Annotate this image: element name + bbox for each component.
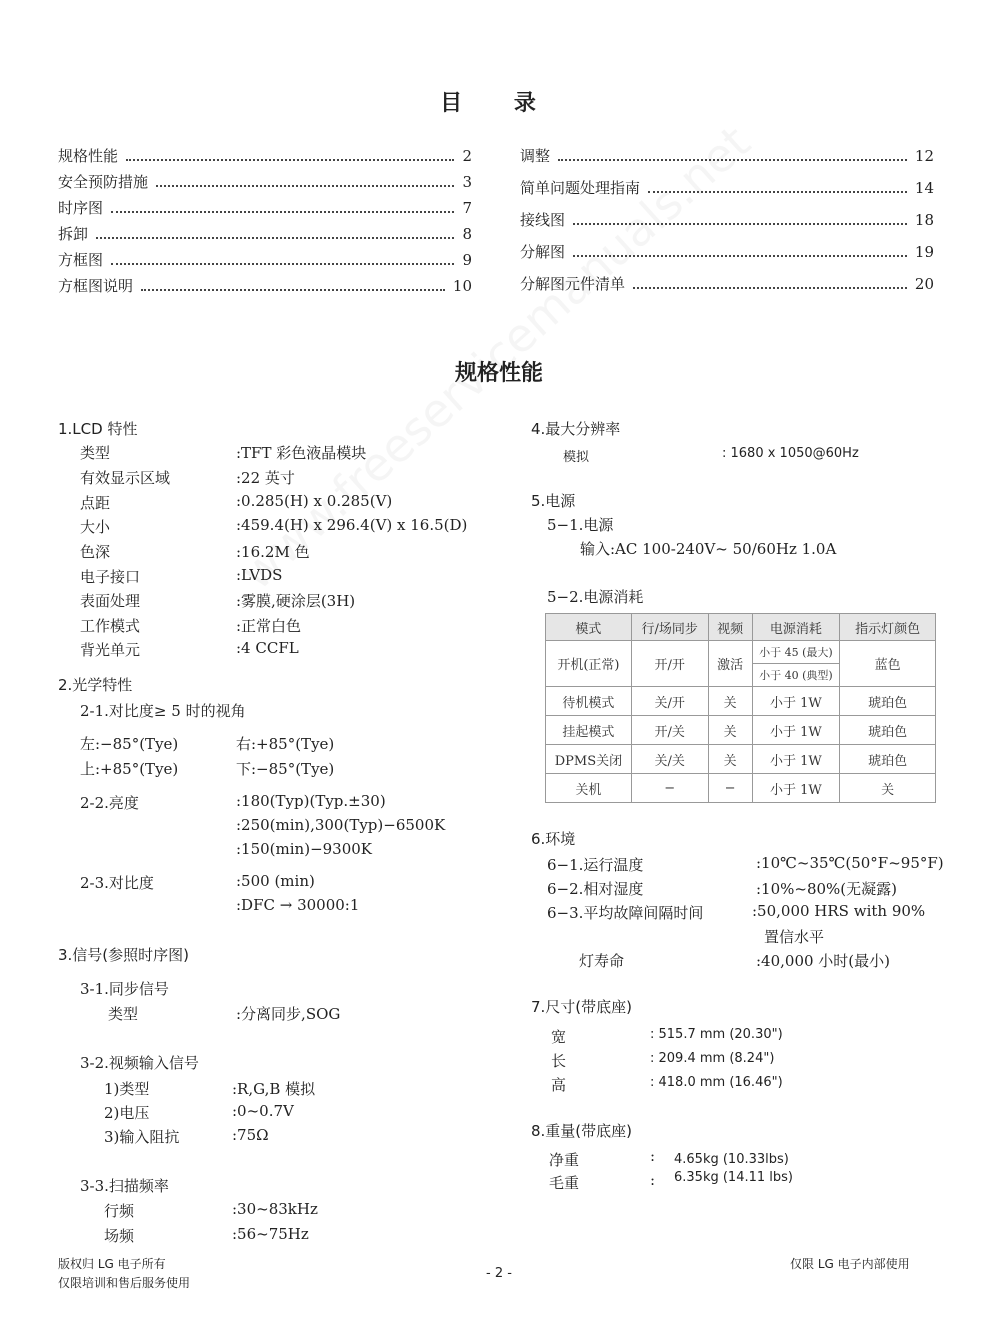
sub-heading: 3-3.扫描频率 bbox=[80, 1177, 169, 1195]
sub-heading: 3-2.视频输入信号 bbox=[80, 1054, 199, 1072]
toc-page: 14 bbox=[914, 179, 934, 197]
column-header: 行/场同步 bbox=[631, 614, 708, 641]
spec-key: 宽 bbox=[551, 1028, 567, 1046]
table-cell: 开/开 bbox=[631, 641, 708, 687]
toc-item[interactable] bbox=[58, 249, 472, 275]
spec-value: :16.2M 色 bbox=[236, 543, 310, 561]
spec-key: 2)电压 bbox=[104, 1104, 150, 1122]
spec-value: : 1680 x 1050@60Hz bbox=[722, 446, 859, 461]
resolution-heading: 4.最大分辨率 bbox=[531, 420, 621, 438]
lcd-heading: 1.LCD 特性 bbox=[58, 420, 138, 438]
spec-key: 工作模式 bbox=[80, 617, 141, 635]
column-header: 视频 bbox=[708, 614, 752, 641]
spec-value: :180(Typ)(Typ.±30) bbox=[236, 792, 386, 810]
toc-leader bbox=[96, 236, 454, 239]
spec-key: 1)类型 bbox=[104, 1080, 150, 1098]
toc-label: 接线图 bbox=[520, 211, 566, 229]
table-cell: 待机模式 bbox=[546, 687, 632, 716]
spec-value: :40,000 小时(最小) bbox=[756, 952, 891, 970]
column-header: 模式 bbox=[546, 614, 632, 641]
spec-value: :分离同步,SOG bbox=[236, 1005, 341, 1023]
toc-label: 拆卸 bbox=[58, 225, 89, 243]
table-cell: 小于 45 (最大) bbox=[752, 641, 840, 664]
table-cell: 开/关 bbox=[631, 716, 708, 745]
spec-value: :459.4(H) x 296.4(V) x 16.5(D) bbox=[236, 516, 468, 534]
table-cell: − bbox=[631, 774, 708, 803]
spec-key: 6−1.运行温度 bbox=[547, 856, 644, 874]
toc-leader bbox=[111, 262, 454, 265]
sub-heading: 5−1.电源 bbox=[547, 516, 614, 534]
table-row bbox=[546, 745, 936, 774]
toc-item[interactable] bbox=[58, 145, 472, 171]
table-cell: 琥珀色 bbox=[840, 716, 936, 745]
sub-heading: 2-3.对比度 bbox=[80, 874, 154, 892]
spec-value: : 418.0 mm (16.46") bbox=[650, 1075, 783, 1090]
footer-usage: 仅限培训和售后服务使用 bbox=[58, 1276, 191, 1290]
spec-value: :DFC → 30000:1 bbox=[236, 896, 360, 914]
spec-value: :500 (min) bbox=[236, 872, 315, 890]
table-header-row bbox=[546, 614, 936, 641]
table-cell: 关 bbox=[708, 687, 752, 716]
toc-label: 规格性能 bbox=[58, 147, 119, 165]
spec-value: :雾膜,硬涂层(3H) bbox=[236, 592, 356, 610]
spec-value: 右:+85°(Tye) bbox=[236, 735, 335, 753]
toc-label: 调整 bbox=[520, 147, 551, 165]
table-row bbox=[546, 687, 936, 716]
toc-leader bbox=[573, 254, 907, 257]
spec-key: 类型 bbox=[108, 1005, 139, 1023]
spec-value: :正常白色 bbox=[236, 617, 302, 635]
page-title: 目 录 bbox=[440, 91, 558, 116]
table-cell: 关 bbox=[840, 774, 936, 803]
toc-page: 9 bbox=[462, 251, 472, 269]
spec-key: 灯寿命 bbox=[579, 952, 625, 970]
page-number: - 2 - bbox=[486, 1266, 512, 1281]
toc-item[interactable] bbox=[520, 241, 934, 273]
table-cell: 蓝色 bbox=[840, 641, 936, 687]
toc-page: 7 bbox=[462, 199, 472, 217]
table-cell: 关 bbox=[708, 745, 752, 774]
toc-label: 方框图 bbox=[58, 251, 104, 269]
spec-key: 有效显示区域 bbox=[80, 469, 171, 487]
sub-heading: 2-2.亮度 bbox=[80, 794, 139, 812]
toc-leader bbox=[573, 222, 907, 225]
spec-value: 上:+85°(Tye) bbox=[80, 760, 179, 778]
spec-value: 左:−85°(Tye) bbox=[80, 735, 179, 753]
table-cell: 小于 1W bbox=[752, 687, 840, 716]
table-cell: 关/关 bbox=[631, 745, 708, 774]
env-heading: 6.环境 bbox=[531, 830, 576, 848]
spec-value: :10%~80%(无凝露) bbox=[756, 880, 898, 898]
table-cell: 关 bbox=[708, 716, 752, 745]
toc-right bbox=[520, 145, 934, 305]
spec-key: 类型 bbox=[80, 444, 111, 462]
table-cell: 小于 1W bbox=[752, 716, 840, 745]
toc-item[interactable] bbox=[520, 273, 934, 305]
table-cell: 关/开 bbox=[631, 687, 708, 716]
spec-key: 高 bbox=[551, 1076, 567, 1094]
spec-value: :75Ω bbox=[232, 1126, 269, 1144]
toc-item[interactable] bbox=[58, 197, 472, 223]
table-cell: 激活 bbox=[708, 641, 752, 687]
column-header: 电源消耗 bbox=[752, 614, 840, 641]
spec-key: 长 bbox=[551, 1052, 567, 1070]
spec-value: :22 英寸 bbox=[236, 469, 295, 487]
spec-key: 场频 bbox=[104, 1227, 135, 1245]
footer-copyright: 版权归 LG 电子所有 bbox=[58, 1257, 166, 1271]
spec-key: 行频 bbox=[104, 1202, 135, 1220]
toc-item[interactable] bbox=[520, 209, 934, 241]
table-row bbox=[546, 641, 936, 664]
toc-item[interactable] bbox=[520, 177, 934, 209]
toc-item[interactable] bbox=[520, 145, 934, 177]
toc-item[interactable] bbox=[58, 275, 472, 301]
spec-key: 6−2.相对湿度 bbox=[547, 880, 644, 898]
spec-colon: : bbox=[650, 1171, 656, 1189]
column-header: 指示灯颜色 bbox=[840, 614, 936, 641]
signal-heading: 3.信号(参照时序图) bbox=[58, 946, 190, 964]
spec-key: 模拟 bbox=[563, 450, 590, 465]
spec-value: :0.285(H) x 0.285(V) bbox=[236, 492, 393, 510]
toc-leader bbox=[633, 286, 907, 289]
sub-heading: 5−2.电源消耗 bbox=[547, 588, 644, 606]
spec-value: :10℃~35℃(50°F~95°F) bbox=[756, 854, 944, 872]
spec-key: 电子接口 bbox=[80, 568, 141, 586]
spec-key: 表面处理 bbox=[80, 592, 141, 610]
table-cell: − bbox=[708, 774, 752, 803]
toc-page: 12 bbox=[914, 147, 934, 165]
spec-value: :30~83kHz bbox=[232, 1200, 318, 1218]
spec-key: 点距 bbox=[80, 494, 111, 512]
spec-value: 下:−85°(Tye) bbox=[236, 760, 335, 778]
toc-item[interactable] bbox=[58, 223, 472, 249]
spec-value: :4 CCFL bbox=[236, 639, 299, 657]
spec-colon: : bbox=[650, 1147, 656, 1165]
toc-page: 20 bbox=[914, 275, 934, 293]
spec-value: :56~75Hz bbox=[232, 1225, 309, 1243]
spec-key: 毛重 bbox=[549, 1174, 580, 1192]
spec-value: 置信水平 bbox=[764, 928, 825, 946]
toc-leader bbox=[126, 158, 454, 161]
toc-page: 2 bbox=[462, 147, 472, 165]
toc-label: 简单问题处理指南 bbox=[520, 179, 641, 197]
sub-heading: 2-1.对比度≥ 5 时的视角 bbox=[80, 702, 246, 720]
spec-value: :150(min)−9300K bbox=[236, 840, 373, 858]
table-row bbox=[546, 774, 936, 803]
weight-heading: 8.重量(带底座) bbox=[531, 1122, 633, 1140]
spec-value: : 515.7 mm (20.30") bbox=[650, 1027, 783, 1042]
spec-value: 4.65kg (10.33lbs) bbox=[674, 1152, 789, 1167]
toc-label: 分解图元件清单 bbox=[520, 275, 626, 293]
spec-value: :0~0.7V bbox=[232, 1102, 294, 1120]
spec-value: :TFT 彩色液晶模块 bbox=[236, 444, 367, 462]
table-cell: 小于 40 (典型) bbox=[752, 664, 840, 687]
section-title: 规格性能 bbox=[454, 361, 543, 386]
spec-key: 6−3.平均故障间隔时间 bbox=[547, 904, 704, 922]
toc-page: 18 bbox=[914, 211, 934, 229]
spec-value: :250(min),300(Typ)−6500K bbox=[236, 816, 446, 834]
spec-value: :50,000 HRS with 90% bbox=[752, 902, 926, 920]
toc-item[interactable] bbox=[58, 171, 472, 197]
table-cell: 挂起模式 bbox=[546, 716, 632, 745]
toc-label: 安全预防措施 bbox=[58, 173, 149, 191]
toc-leader bbox=[141, 288, 445, 291]
spec-key: 3)输入阻抗 bbox=[104, 1128, 180, 1146]
toc-page: 19 bbox=[914, 243, 934, 261]
table-row bbox=[546, 716, 936, 745]
toc-leader bbox=[558, 158, 907, 161]
table-cell: DPMS关闭 bbox=[546, 745, 632, 774]
toc-leader bbox=[156, 184, 454, 187]
table-cell: 开机(正常) bbox=[546, 641, 632, 687]
spec-key: 净重 bbox=[549, 1151, 580, 1169]
table-cell: 小于 1W bbox=[752, 774, 840, 803]
table-cell: 琥珀色 bbox=[840, 745, 936, 774]
optical-heading: 2.光学特性 bbox=[58, 676, 133, 694]
power-table bbox=[545, 613, 936, 803]
toc-left bbox=[58, 145, 472, 301]
spec-key: 色深 bbox=[80, 543, 111, 561]
table-cell: 小于 1W bbox=[752, 745, 840, 774]
spec-value: : 209.4 mm (8.24") bbox=[650, 1051, 775, 1066]
power-input: 输入:AC 100-240V~ 50/60Hz 1.0A bbox=[580, 540, 837, 558]
toc-leader bbox=[111, 210, 454, 213]
toc-label: 时序图 bbox=[58, 199, 104, 217]
spec-key: 大小 bbox=[80, 518, 111, 536]
power-heading: 5.电源 bbox=[531, 492, 576, 510]
toc-page: 10 bbox=[452, 277, 472, 295]
spec-key: 背光单元 bbox=[80, 641, 141, 659]
table-cell: 关机 bbox=[546, 774, 632, 803]
toc-leader bbox=[648, 190, 907, 193]
size-heading: 7.尺寸(带底座) bbox=[531, 998, 633, 1016]
spec-value: 6.35kg (14.11 lbs) bbox=[674, 1170, 793, 1185]
table-cell: 琥珀色 bbox=[840, 687, 936, 716]
footer-internal: 仅限 LG 电子内部使用 bbox=[790, 1257, 910, 1271]
toc-page: 3 bbox=[462, 173, 472, 191]
spec-value: :LVDS bbox=[236, 566, 283, 584]
sub-heading: 3-1.同步信号 bbox=[80, 980, 169, 998]
toc-label: 方框图说明 bbox=[58, 277, 134, 295]
spec-value: :R,G,B 模拟 bbox=[232, 1080, 316, 1098]
toc-page: 8 bbox=[462, 225, 472, 243]
toc-label: 分解图 bbox=[520, 243, 566, 261]
